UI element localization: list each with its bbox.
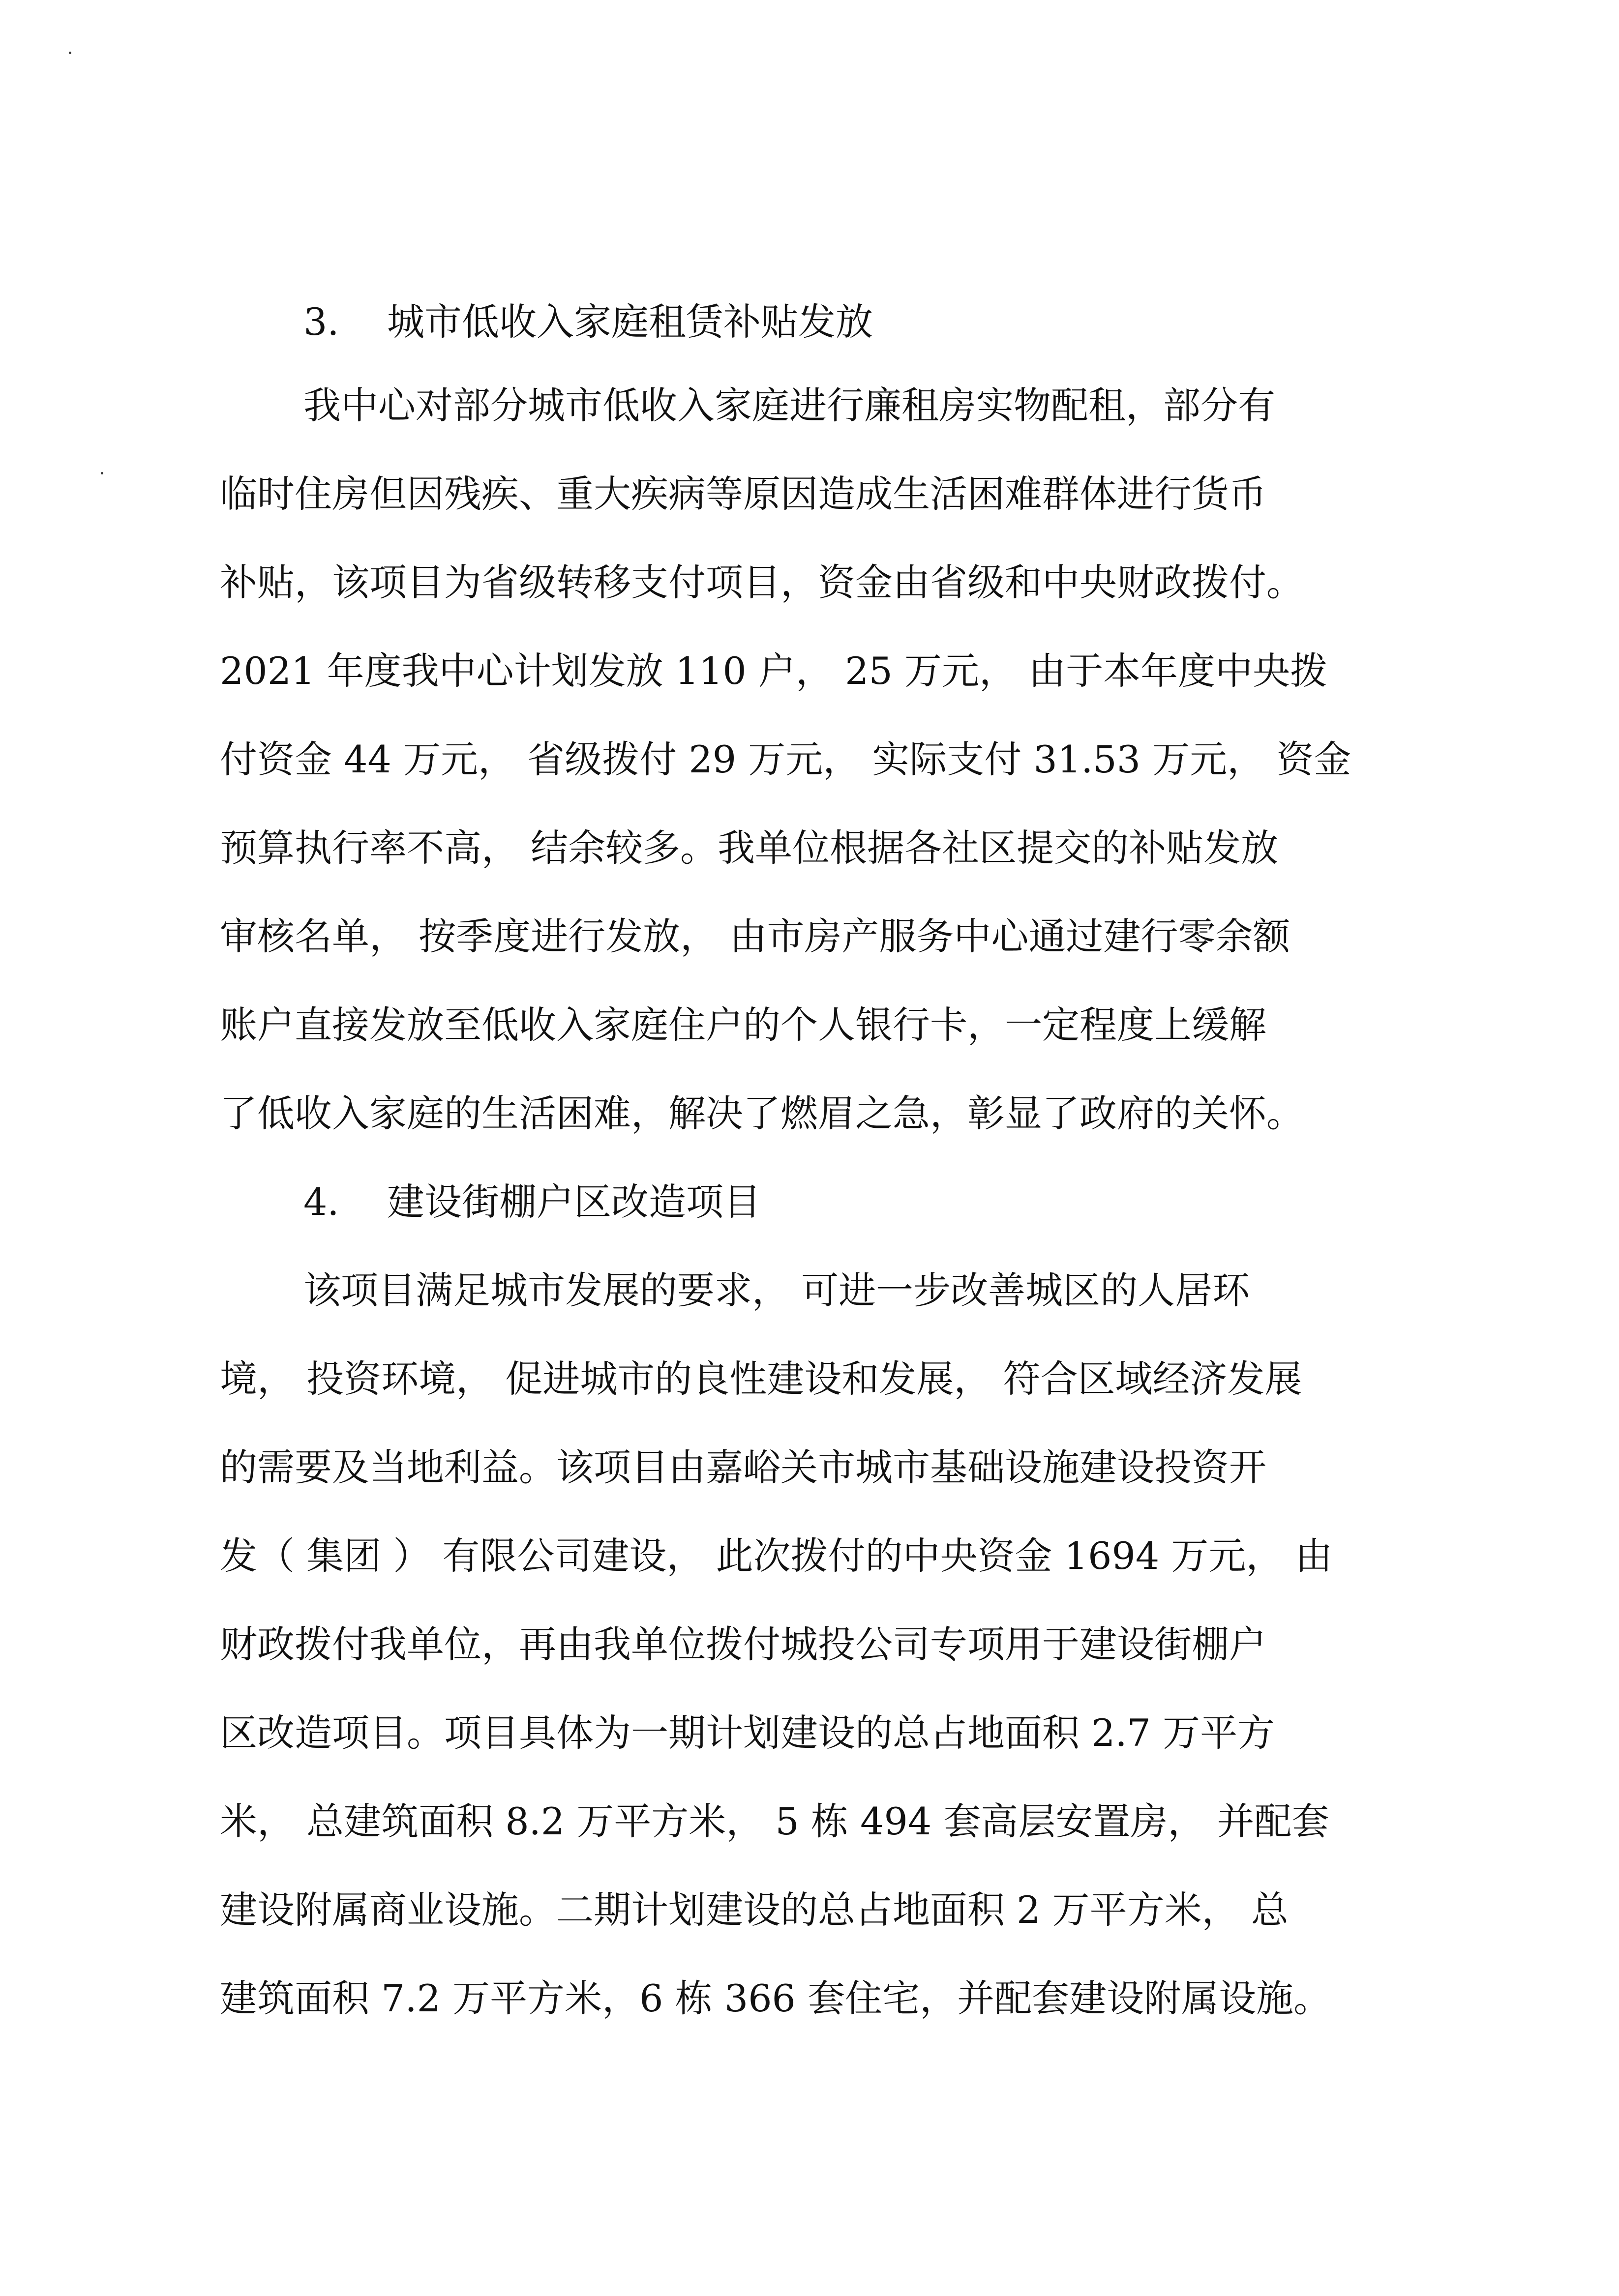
paragraph-line: 了低收入家庭的生活困难，解决了燃眉之急，彰显了政府的关怀。 [220, 1091, 1304, 1135]
paragraph-line: 财政拨付我单位，再由我单位拨付城投公司专项用于建设街棚户 [220, 1622, 1266, 1666]
paragraph-line: 的需要及当地利益。该项目由嘉峪关市城市基础设施建设投资开 [220, 1445, 1266, 1489]
section-4-title: 建设街棚户区改造项目 [387, 1180, 761, 1224]
paragraph-line: 补贴，该项目为省级转移支付项目，资金由省级和中央财政拨付。 [220, 560, 1304, 604]
section-4-number: 4. [303, 1180, 339, 1224]
section-3-heading [303, 297, 1432, 347]
paragraph-line: 2021 年度我中心计划发放 110 户， 25 万元， 由于本年度中央拨 [220, 649, 1328, 693]
paragraph-line: 预算执行率不高， 结余较多。我单位根据各社区提交的补贴发放 [220, 826, 1279, 870]
paragraph-line: 米， 总建筑面积 8.2 万平方米， 5 栋 494 套高层安置房， 并配套 [220, 1799, 1329, 1843]
paragraph-line: 该项目满足城市发展的要求， 可进一步改善城区的人居环 [303, 1268, 1250, 1312]
scan-speck [101, 472, 103, 474]
paragraph-line: 区改造项目。项目具体为一期计划建设的总占地面积 2.7 万平方 [220, 1711, 1275, 1755]
section-4-heading [303, 1177, 1432, 1227]
paragraph-line: 账户直接发放至低收入家庭住户的个人银行卡，一定程度上缓解 [220, 1003, 1266, 1047]
section-3-title: 城市低收入家庭租赁补贴发放 [387, 300, 873, 344]
scan-speck [69, 52, 71, 54]
paragraph-line: 建设附属商业设施。二期计划建设的总占地面积 2 万平方米， 总 [220, 1888, 1289, 1932]
paragraph-line: 建筑面积 7.2 万平方米，6 栋 366 套住宅，并配套建设附属设施。 [220, 1976, 1331, 2020]
section-3-number: 3. [303, 300, 339, 344]
paragraph-line: 境， 投资环境， 促进城市的良性建设和发展， 符合区域经济发展 [220, 1357, 1302, 1401]
paragraph-line: 发（ 集团 ） 有限公司建设， 此次拨付的中央资金 1694 万元， 由 [220, 1534, 1333, 1578]
paragraph-line: 我中心对部分城市低收入家庭进行廉租房实物配租，部分有 [303, 383, 1275, 427]
paragraph-line: 临时住房但因残疾、重大疾病等原因造成生活困难群体进行货币 [220, 472, 1266, 516]
paragraph-line: 付资金 44 万元， 省级拨付 29 万元， 实际支付 31.53 万元， 资金 [220, 737, 1351, 781]
paragraph-line: 审核名单， 按季度进行发放， 由市房产服务中心通过建行零余额 [220, 914, 1290, 958]
